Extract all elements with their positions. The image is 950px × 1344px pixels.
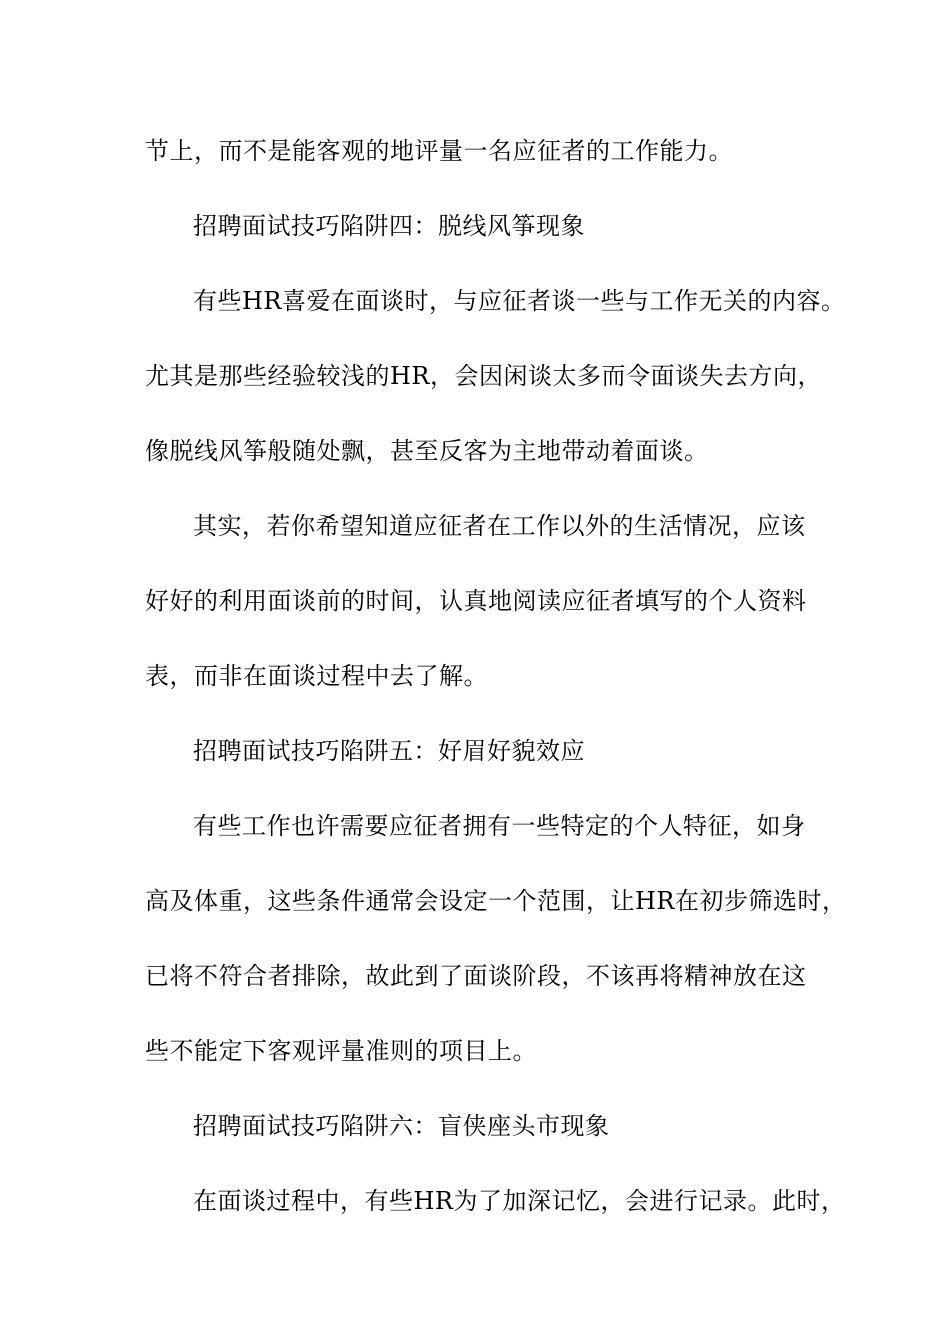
paragraph-line: 其实，若你希望知道应征者在工作以外的生活情况，应该 <box>193 512 806 540</box>
paragraph-line: 高及体重，这些条件通常会设定一个范围，让HR在初步筛选时， <box>145 887 847 915</box>
section-heading-trap-4: 招聘面试技巧陷阱四：脱线风筝现象 <box>193 212 585 240</box>
paragraph-line: 表，而非在面谈过程中去了解。 <box>145 662 488 690</box>
paragraph-line: 好好的利用面谈前的时间，认真地阅读应征者填写的个人资料 <box>145 587 807 615</box>
section-heading-trap-5: 招聘面试技巧陷阱五：好眉好貌效应 <box>193 737 585 765</box>
paragraph-line: 有些工作也许需要应征者拥有一些特定的个人特征，如身 <box>193 812 806 840</box>
paragraph-line: 像脱线风筝般随处飘，甚至反客为主地带动着面谈。 <box>145 437 709 465</box>
paragraph-line: 些不能定下客观评量准则的项目上。 <box>145 1037 537 1065</box>
paragraph-line: 已将不符合者排除，故此到了面谈阶段，不该再将精神放在这 <box>145 962 807 990</box>
paragraph-line: 在面谈过程中，有些HR为了加深记忆，会进行记录。此时， <box>193 1187 846 1215</box>
paragraph-line: 节上，而不是能客观的地评量一名应征者的工作能力。 <box>145 137 733 165</box>
paragraph-line: 尤其是那些经验较浅的HR，会因闲谈太多而令面谈失去方向， <box>145 362 822 390</box>
paragraph-line: 有些HR喜爱在面谈时，与应征者谈一些与工作无关的内容。 <box>193 287 846 315</box>
section-heading-trap-6: 招聘面试技巧陷阱六：盲侠座头市现象 <box>193 1112 610 1140</box>
